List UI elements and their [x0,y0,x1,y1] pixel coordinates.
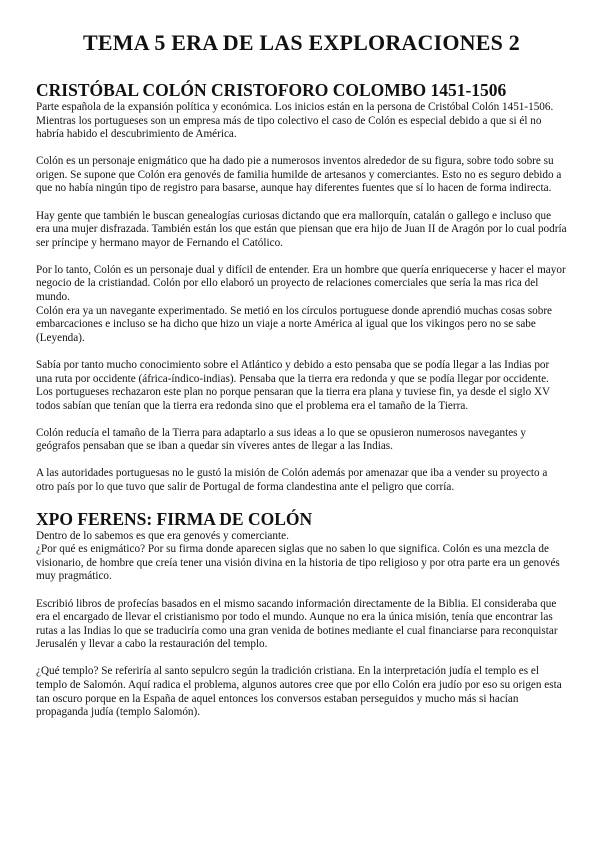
paragraph: A las autoridades portuguesas no le gustó la misión de Colón además por amenazar que iba a vender su proyecto a otro país por lo que tuvo que salir de Portugal de forma clandestina ante el peligro que corría. [36,467,548,494]
paragraph: Colón era ya un navegante experimentado. Se metió en los círculos portuguese donde aprendió muchas cosas sobre embarcaciones e incluso se ha dicho que hizo un viaje a norte América al igual que los vikingos pero no se sabe (Leyenda). [36,304,553,344]
paragraph: Escribió libros de profecías basados en el mismo sacando información directamente de la Biblia. El consideraba que era el encargado de llevar el cristianismo por todo el mundo. Aunque no era la única misión, tenía que encontrar las rutas a las Indias lo que se traduciría como una gran venida de botines mediante el cual financiarse para reconquistar Jerusalén y llevar a cabo la restauración del templo. [36,597,558,651]
paragraph: ¿Qué templo? Se referiría al santo sepulcro según la tradición cristiana. En la interpretación judía el templo es el templo de Salomón. Aquí radica el problema, algunos autores cree que por ello Colón era judío por eso su origen esta tan oscuro porque en la España de aquel entonces los conversos estaban perseguidos y mucho más si hacían propaganda judía (templo Salomón). [36,665,562,719]
paragraph: Colón es un personaje enigmático que ha dado pie a numerosos inventos alrededor de su figura, sobre todo sobre su origen. Se supone que Colón era genovés de familia humilde de artesanos y comerciantes. Esto no es seguro debido a que no había ningún tipo de registro para basarse, aunque hay diferentes fuentes que sí lo hacen de forma indirecta. [36,155,562,195]
section-colon-signature [36,509,567,720]
paragraph: Sabía por tanto mucho conocimiento sobre el Atlántico y debido a esto pensaba que se podía llegar a las Indias por una ruta por occidente (áfrica-índico-indias). Pensaba que la tierra era redonda y que se podía llegar por occidente. Los portugueses rechazaron este plan no porque pensaran que la tierra era plana y tuviese fin, ya desde el siglo XV todos sabían que tenían que la tierra era redonda sino que el problema era el tamaño de la Tierra. [36,358,550,412]
document-title: TEMA 5 ERA DE LAS EXPLORACIONES 2 [83,30,520,55]
paragraph: Dentro de lo sabemos es que era genovés y comerciante. [36,529,289,542]
section-heading: XPO FERENS: FIRMA DE COLÓN [36,508,313,529]
paragraph: ¿Por qué es enigmático? Por su firma donde aparecen siglas que no saben lo que significa. Colón es una mezcla de visionario, de hombre que creía tener una visión divina en la historia de tipo religioso y por otra parte era un genovés muy pragmático. [36,543,560,583]
paragraph: Colón reducía el tamaño de la Tierra para adaptarlo a sus ideas a lo que se opusieron numerosos navegantes y geógrafos pensaban que se iban a quedar sin víveres antes de llegar a las Indias. [36,426,526,453]
paragraph: Por lo tanto, Colón es un personaje dual y difícil de entender. Era un hombre que quería enriquecerse y hacer el mayor negocio de la cristiandad. Colón por ello elaboró un proyecto de relaciones comerciales que sería la mas rica del mundo. [36,263,566,304]
section-heading: CRISTÓBAL COLÓN CRISTOFORO COLOMBO 1451-1506 [36,80,507,100]
paragraph: Hay gente que también le buscan genealogías curiosas dictando que era mallorquín, catalán o gallego e incluso que era una mujer disfrazada. También están los que están que piensan que era hijo de Juan II de Aragón por lo cual podría ser príncipe y hermano mayor de Fernando el Católico. [36,209,567,249]
paragraph: Parte española de la expansión política y económica. Los inicios están en la persona de Cristóbal Colón 1451-1506. Mientras los portugueses son un empresa más de tipo colectivo el caso de Colón es especial debido a que si él no habría habido el descubrimiento de América. [36,101,554,141]
section-colon-biography [36,80,567,495]
